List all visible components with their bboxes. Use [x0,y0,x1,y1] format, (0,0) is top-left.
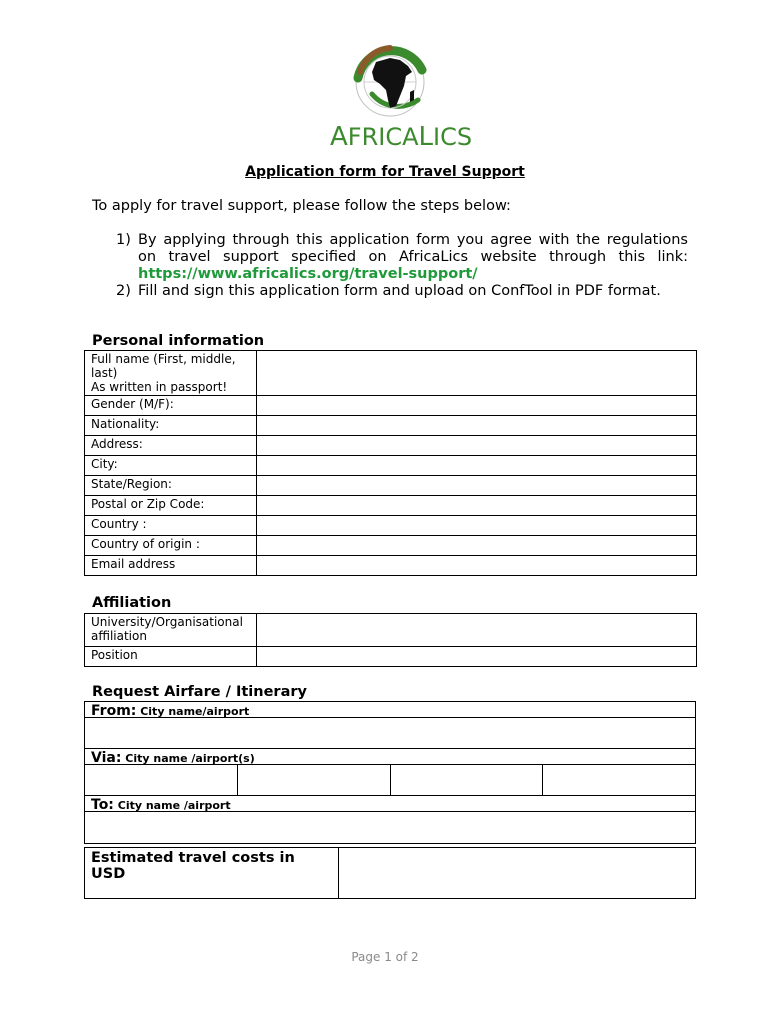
table-row [85,614,697,647]
organisation-field[interactable] [257,614,697,647]
position-label: Position [85,647,257,667]
travel-costs-field[interactable] [339,848,695,898]
table-row [85,496,697,516]
nationality-label: Nationality: [85,416,257,436]
table-row [85,516,697,536]
state-field[interactable] [257,476,697,496]
table-row [85,416,697,436]
table-row [85,476,697,496]
position-field[interactable] [257,647,697,667]
affiliation-heading: Affiliation [92,595,172,611]
to-field[interactable] [85,812,695,843]
step-text: By applying through this application form you agree with the regulations on travel support specified on AfricaLics website through this link: [138,232,688,265]
city-label: City: [85,456,257,476]
full-name-label: Full name (First, middle, last) As written in passport! [85,351,257,396]
step-number: 1) [116,232,131,248]
table-row [85,647,697,667]
logo-wordmark: AFRICALICS [330,122,473,152]
travel-costs-table [84,847,696,899]
from-label-row [85,702,695,718]
address-label: Address: [85,436,257,456]
city-field[interactable] [257,456,697,476]
country-field[interactable] [257,516,697,536]
country-label: Country : [85,516,257,536]
country-of-origin-label: Country of origin : [85,536,257,556]
postal-code-field[interactable] [257,496,697,516]
from-field[interactable] [85,718,695,749]
table-row [85,396,697,416]
personal-info-table [84,350,697,576]
personal-info-heading: Personal information [92,333,265,349]
table-row [85,351,697,396]
full-name-field[interactable] [257,351,697,396]
step-item [116,232,688,283]
gender-field[interactable] [257,396,697,416]
page-number: Page 1 of 2 [351,950,419,964]
step-number: 2) [116,283,131,299]
step-text: Fill and sign this application form and upload on ConfTool in PDF format. [138,283,661,299]
table-row [85,536,697,556]
country-of-origin-field[interactable] [257,536,697,556]
affiliation-table [84,613,697,667]
nationality-field[interactable] [257,416,697,436]
email-label: Email address [85,556,257,576]
table-row [85,556,697,576]
via-field-2[interactable] [238,765,391,795]
via-fields [85,765,695,796]
table-row [85,436,697,456]
via-label: Via: [91,750,122,766]
africalics-logo [330,42,473,152]
intro-text: To apply for travel support, please follow the steps below: [92,198,511,214]
itinerary-heading: Request Airfare / Itinerary [92,684,307,700]
via-label-row [85,749,695,765]
organisation-label: University/Organisational affiliation [85,614,257,647]
gender-label: Gender (M/F): [85,396,257,416]
table-row [85,456,697,476]
travel-support-link[interactable]: https://www.africalics.org/travel-support/ [138,266,478,282]
step-item [116,283,688,300]
to-sublabel: City name /airport [117,799,231,812]
via-field-3[interactable] [391,765,544,795]
itinerary-table [84,701,696,844]
travel-costs-label: Estimated travel costs in USD [85,848,339,898]
via-sublabel: City name /airport(s) [125,752,255,765]
to-label: To: [91,797,114,813]
steps-list [116,232,688,300]
postal-code-label: Postal or Zip Code: [85,496,257,516]
via-field-4[interactable] [543,765,695,795]
from-label: From: [91,703,137,719]
form-title: Application form for Travel Support [245,164,525,180]
address-field[interactable] [257,436,697,456]
via-field-1[interactable] [85,765,238,795]
to-label-row [85,796,695,812]
from-sublabel: City name/airport [140,705,250,718]
email-field[interactable] [257,556,697,576]
globe-africa-icon [330,42,450,122]
state-label: State/Region: [85,476,257,496]
